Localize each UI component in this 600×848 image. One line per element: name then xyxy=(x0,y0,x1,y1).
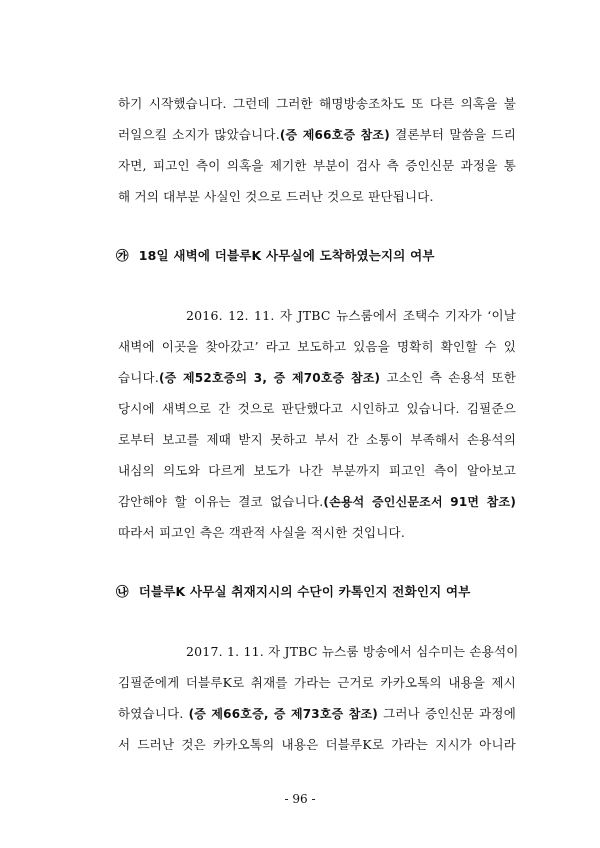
paragraph-line: 김필준에게 더블루K로 취재를 가라는 근거로 카카오톡의 내용을 제시 xyxy=(118,675,516,690)
citation: (증 제52호증의 3, 증 제70호증 참조) xyxy=(159,371,381,385)
paragraph-line: 자면, 피고인 측이 의혹을 제기한 부분이 검사 측 증인신문 과정을 통 xyxy=(118,158,516,173)
paragraph-line: 당시에 새벽으로 간 것으로 판단했다고 시인하고 있습니다. 김필준으 xyxy=(118,401,516,416)
paragraph-line: 새벽에 이곳을 찾아갔고’ 라고 보도하고 있음을 명확히 확인할 수 있 xyxy=(118,339,516,354)
page-number: - 96 - xyxy=(284,792,316,806)
section-title: 18일 새벽에 더블루K 사무실에 도착하였는지의 여부 xyxy=(138,248,435,263)
paragraph-line: 해 거의 대부분 사실인 것으로 드러난 것으로 판단됩니다. xyxy=(118,189,434,204)
citation: (증 제66호증 참조) xyxy=(279,128,390,142)
section-heading xyxy=(116,248,435,264)
paragraph-line: 하기 시작했습니다. 그런데 그러한 해명방송조차도 또 다른 의혹을 불 xyxy=(118,96,516,111)
paragraph-line: 감안해야 할 이유는 결코 없습니다.(손용석 증인신문조서 91면 참조) xyxy=(118,494,516,509)
citation: (증 제66호증, 증 제73호증 참조) xyxy=(188,707,378,721)
paragraph-line: 2016. 12. 11. 자 JTBC 뉴스룸에서 조택수 기자가 ‘이날 xyxy=(186,308,516,323)
paragraph-line: 습니다.(증 제52호증의 3, 증 제70호증 참조) 고소인 측 손용석 또한 xyxy=(118,370,517,385)
paragraph-line: 로부터 보고를 제때 받지 못하고 부서 간 소통이 부족해서 손용석의 xyxy=(118,432,516,447)
section-marker: ㉮ xyxy=(116,248,129,263)
paragraph-line: 따라서 피고인 측은 객관적 사실을 적시한 것입니다. xyxy=(118,525,405,540)
paragraph-line: 하였습니다. (증 제66호증, 증 제73호증 참조) 그러나 증인신문 과정에 xyxy=(118,706,516,721)
paragraph-line: 내심의 의도와 다르게 보도가 나간 부분까지 피고인 측이 알아보고 xyxy=(118,463,516,478)
section-heading xyxy=(116,584,471,600)
paragraph-line: 서 드러난 것은 카카오톡의 내용은 더블루K로 가라는 지시가 아니라 xyxy=(118,737,516,752)
paragraph-line: 2017. 1. 11. 자 JTBC 뉴스룸 방송에서 심수미는 손용석이 xyxy=(186,644,519,659)
section-marker: ㉯ xyxy=(116,584,129,599)
section-title: 더블루K 사무실 취재지시의 수단이 카톡인지 전화인지 여부 xyxy=(138,584,471,599)
paragraph-line: 러일으킬 소지가 많았습니다.(증 제66호증 참조) 결론부터 말씀을 드리 xyxy=(118,127,516,142)
citation: (손용석 증인신문조서 91면 참조) xyxy=(323,495,516,509)
